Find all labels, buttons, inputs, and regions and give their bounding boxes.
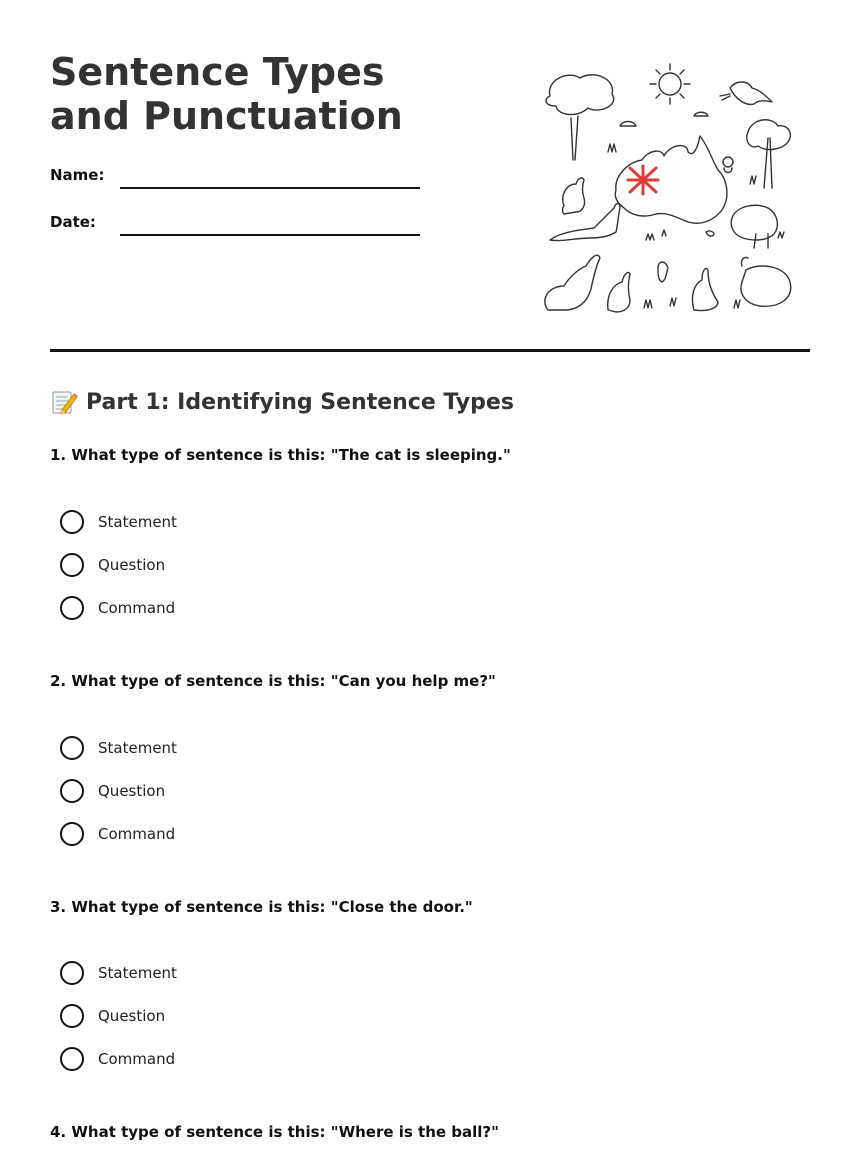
question-3: 3. What type of sentence is this: "Close the door."	[50, 898, 473, 916]
radio-button[interactable]	[60, 510, 84, 534]
radio-button[interactable]	[60, 1004, 84, 1028]
radio-button[interactable]	[60, 596, 84, 620]
option-label: Statement	[98, 964, 177, 982]
radio-button[interactable]	[60, 822, 84, 846]
part1-heading	[50, 388, 514, 416]
radio-button[interactable]	[60, 961, 84, 985]
option-label: Question	[98, 1007, 166, 1025]
q2-option-command[interactable]	[60, 821, 175, 847]
memo-icon	[50, 388, 78, 416]
q2-option-question[interactable]	[60, 778, 165, 804]
q2-option-statement[interactable]	[60, 735, 177, 761]
question-1: 1. What type of sentence is this: "The cat is sleeping."	[50, 446, 511, 464]
option-label: Question	[98, 782, 166, 800]
q3-option-command[interactable]	[60, 1046, 175, 1072]
page-title: Sentence Types and Punctuation	[50, 50, 403, 138]
australia-map-animals-illustration	[538, 58, 798, 320]
q1-option-statement[interactable]	[60, 509, 177, 535]
question-2: 2. What type of sentence is this: "Can you help me?"	[50, 672, 496, 690]
q1-option-command[interactable]	[60, 595, 175, 621]
option-label: Statement	[98, 513, 177, 531]
part1-heading-text: Part 1: Identifying Sentence Types	[86, 389, 514, 415]
radio-button[interactable]	[60, 553, 84, 577]
option-label: Statement	[98, 739, 177, 757]
option-label: Command	[98, 599, 176, 617]
option-label: Command	[98, 1050, 176, 1068]
date-label: Date:	[50, 213, 96, 231]
radio-button[interactable]	[60, 779, 84, 803]
question-4: 4. What type of sentence is this: "Where is the ball?"	[50, 1123, 499, 1141]
radio-button[interactable]	[60, 1047, 84, 1071]
header-divider	[50, 349, 810, 352]
q3-option-statement[interactable]	[60, 960, 177, 986]
radio-button[interactable]	[60, 736, 84, 760]
option-label: Question	[98, 556, 166, 574]
q1-option-question[interactable]	[60, 552, 165, 578]
date-field[interactable]	[120, 234, 420, 236]
option-label: Command	[98, 825, 176, 843]
name-field[interactable]	[120, 187, 420, 189]
q3-option-question[interactable]	[60, 1003, 165, 1029]
name-label: Name:	[50, 166, 105, 184]
